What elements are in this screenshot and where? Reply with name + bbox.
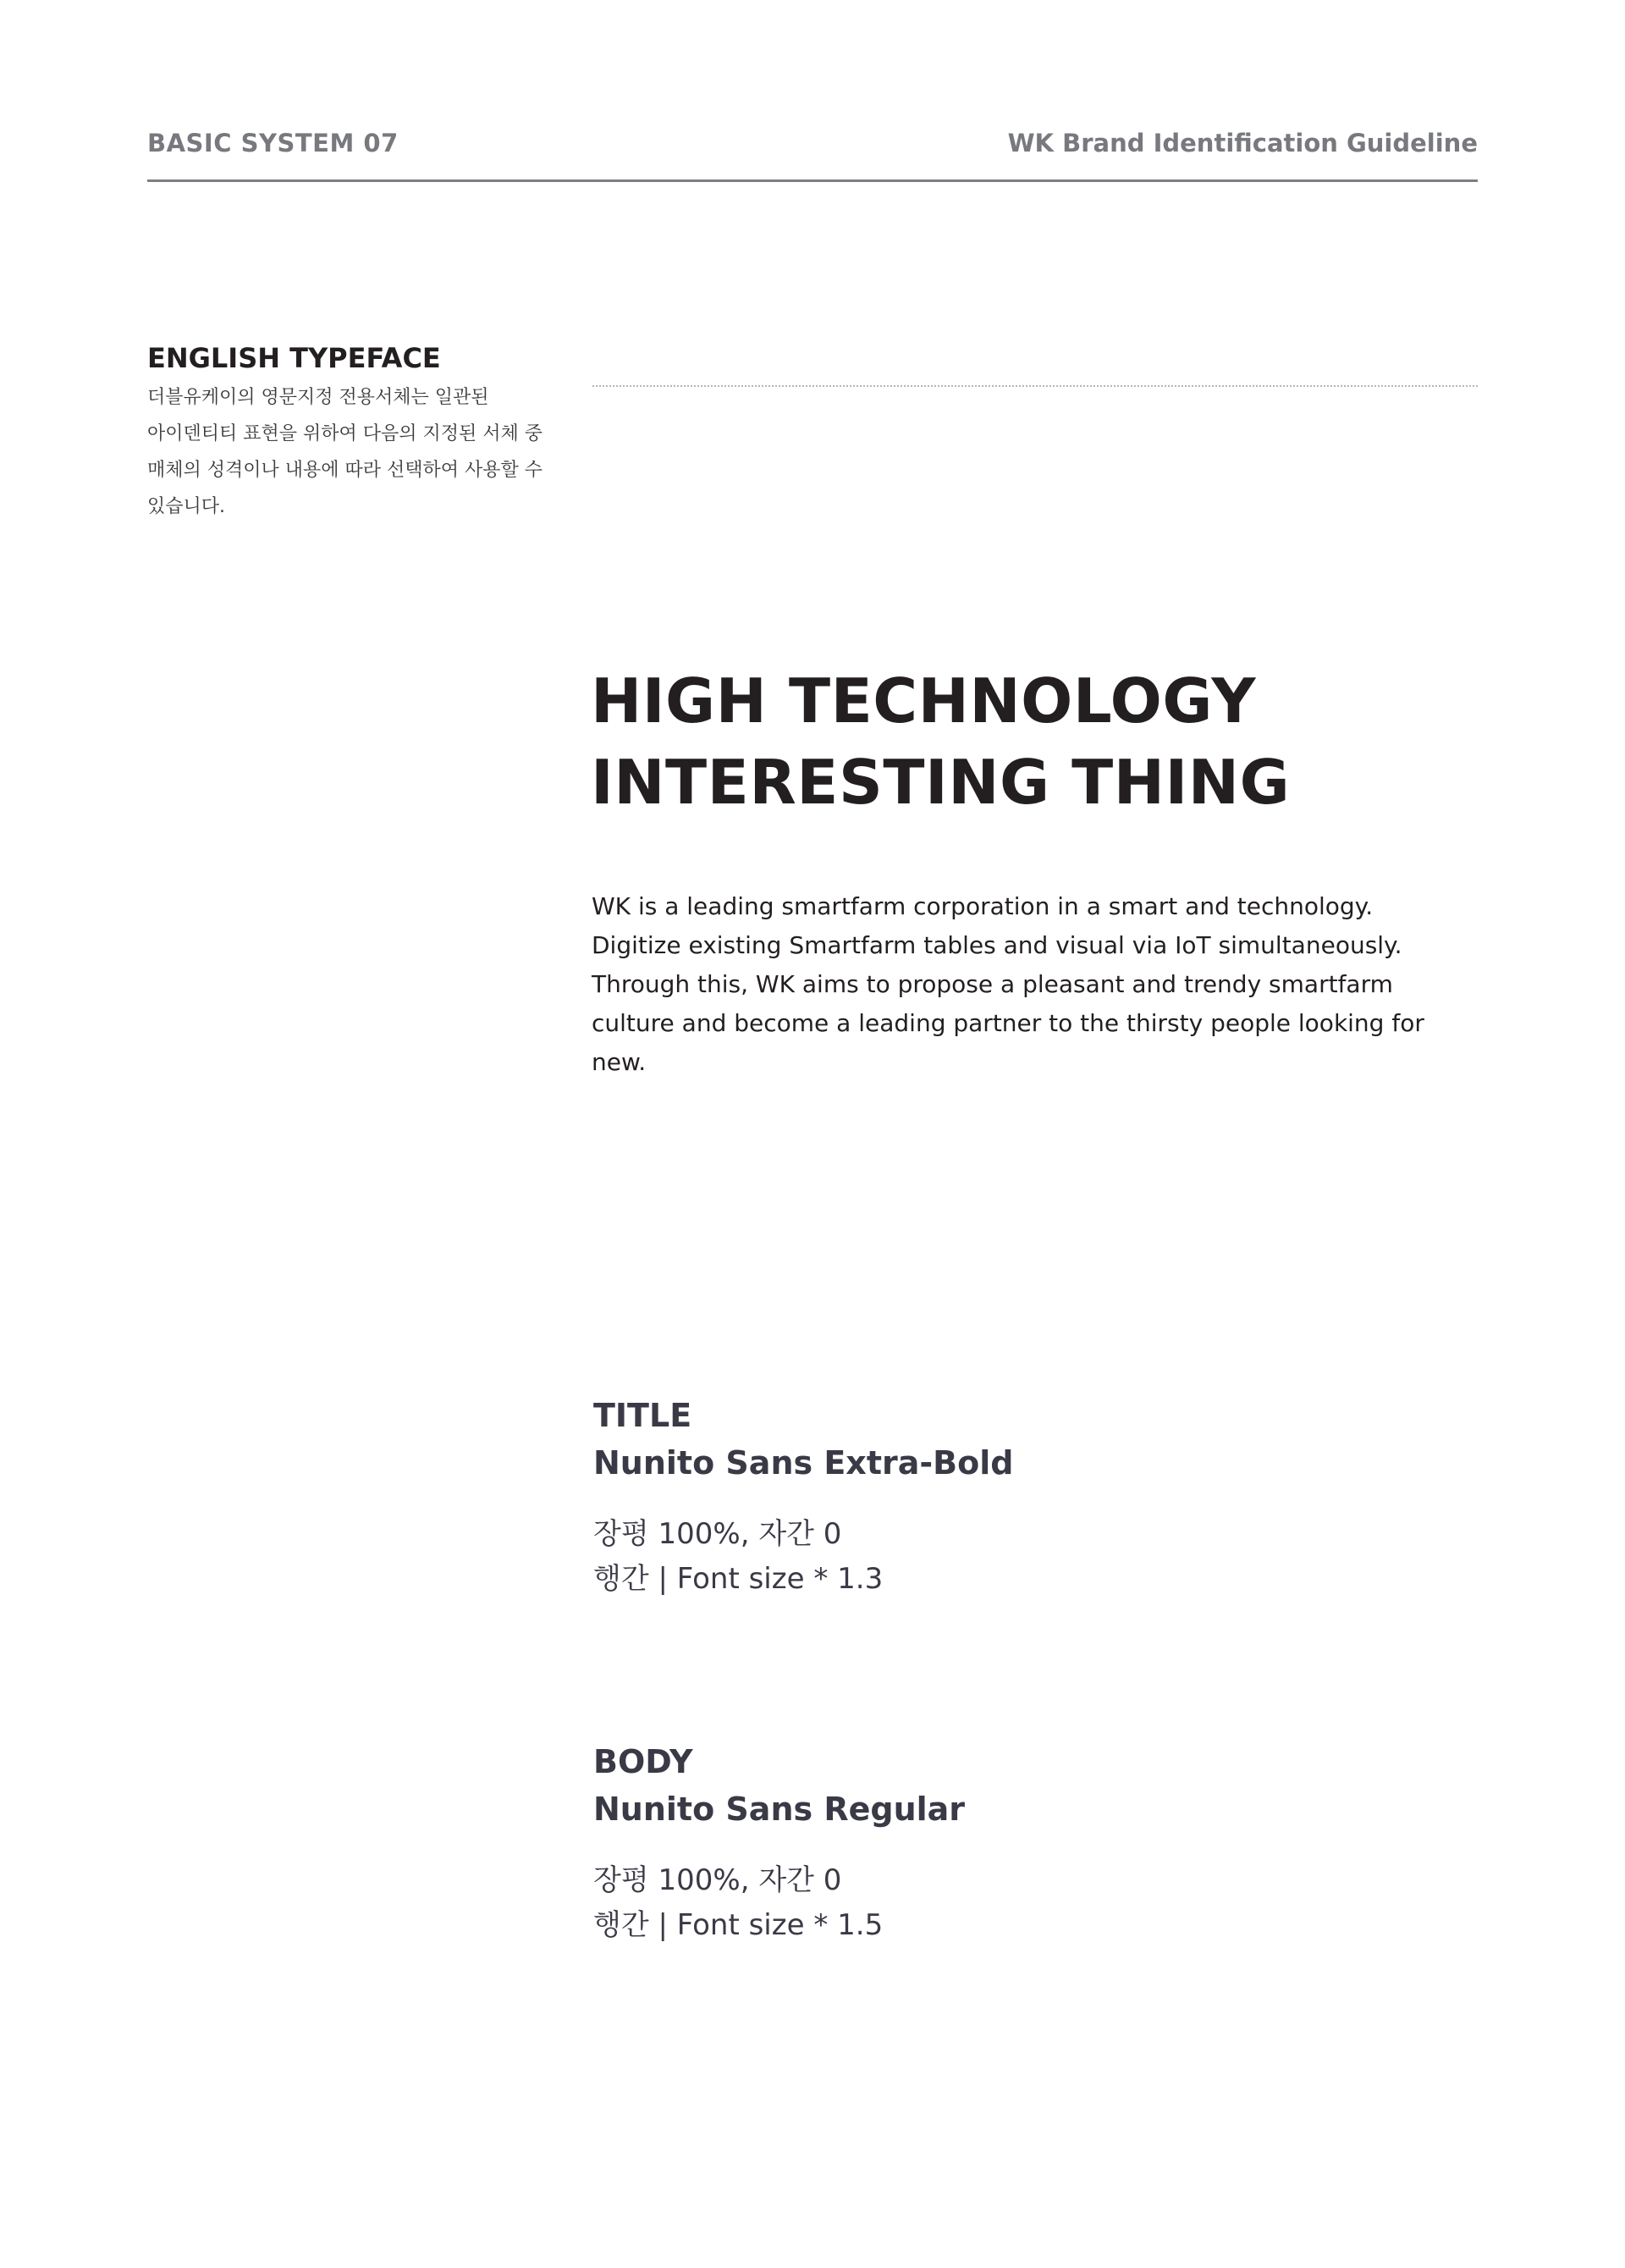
- spec-details: [593, 1858, 965, 1948]
- sample-body-line: Through this, WK aims to propose a pleasant and trendy smartfarm: [592, 970, 1393, 998]
- document-title: WK Brand Identification Guideline: [1007, 129, 1478, 157]
- page-header: [147, 129, 1478, 182]
- spec-font-name: Nunito Sans Extra-Bold: [593, 1444, 1014, 1482]
- sample-body-line: culture and become a leading partner to the thirsty people looking for: [592, 1009, 1424, 1037]
- sample-body-line: WK is a leading smartfarm corporation in a smart and technology.: [592, 892, 1374, 920]
- spec-font-name: Nunito Sans Regular: [593, 1791, 966, 1828]
- typeface-heading: ENGLISH TYPEFACE: [147, 342, 441, 374]
- sample-title-line: HIGH TECHNOLOGY: [591, 665, 1256, 737]
- spec-detail-line: 행간 | Font size * 1.5: [593, 1908, 884, 1942]
- spec-label: BODY: [593, 1743, 693, 1780]
- body-spec: [593, 1738, 965, 1948]
- spec-details: [593, 1512, 1013, 1602]
- title-spec: [593, 1392, 1013, 1602]
- sample-title: [591, 660, 1290, 823]
- description-line: 아이덴티티 표현을 위하여 다음의 지정된 서체 중: [147, 423, 543, 444]
- spec-detail-line: 장평 100%, 자간 0: [593, 1517, 842, 1551]
- spec-label: TITLE: [593, 1397, 692, 1434]
- spec-detail-line: 장평 100%, 자간 0: [593, 1863, 842, 1897]
- sample-body-line: new.: [592, 1048, 647, 1076]
- sample-body-text: [592, 887, 1424, 1082]
- section-label: BASIC SYSTEM 07: [147, 129, 399, 157]
- spec-detail-line: 행간 | Font size * 1.3: [593, 1562, 884, 1596]
- sample-body-line: Digitize existing Smartfarm tables and visual via IoT simultaneously.: [592, 931, 1402, 959]
- description-line: 있습니다.: [147, 496, 226, 517]
- description-line: 더블유케이의 영문지정 전용서체는 일관된: [147, 387, 489, 408]
- typeface-description: [147, 379, 543, 525]
- description-line: 매체의 성격이나 내용에 따라 선택하여 사용할 수: [147, 460, 543, 481]
- dotted-divider: [592, 385, 1478, 387]
- sample-title-line: INTERESTING THING: [591, 747, 1291, 818]
